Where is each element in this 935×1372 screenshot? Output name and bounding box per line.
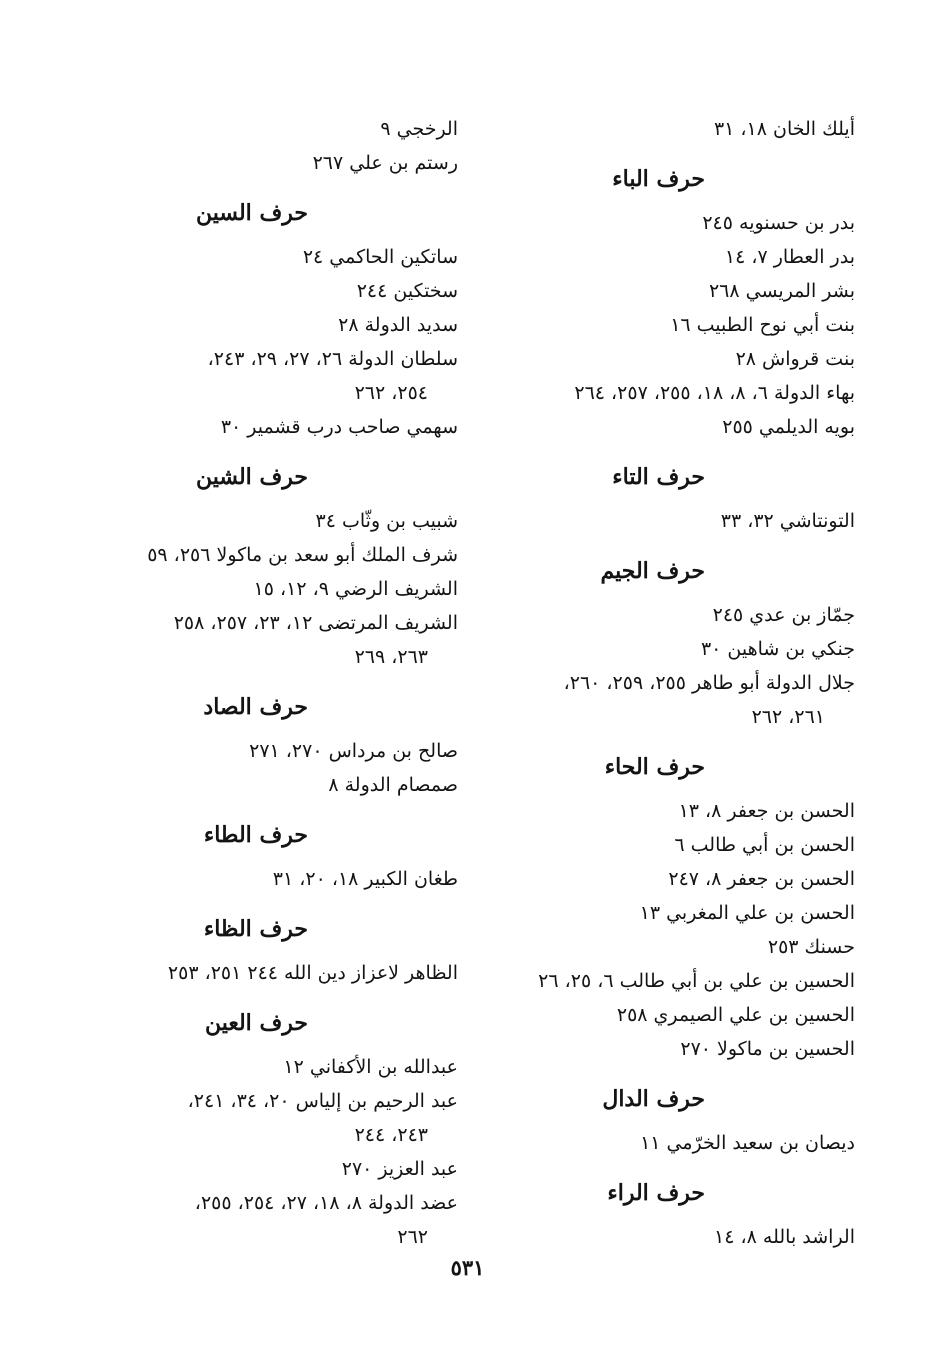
section-heading: حرف السين	[195, 200, 308, 226]
index-entry: شبيب بن وثّاب ٣٤	[315, 510, 458, 532]
index-entry: ساتكين الحاكمي ٢٤	[302, 246, 458, 268]
index-entry: شرف الملك أبو سعد بن ماكولا ٢٥٦، ٥٩	[147, 544, 458, 566]
index-entry-continuation: ٢٦٢	[397, 1226, 428, 1248]
index-entry: جمّاز بن عدي ٢٤٥	[712, 604, 855, 626]
section-heading: حرف الراء	[607, 1180, 705, 1206]
index-entry: بدر بن حسنويه ٢٤٥	[702, 212, 855, 234]
index-entry: بنت أبي نوح الطبيب ١٦	[670, 314, 855, 336]
index-entry: الظاهر لاعزاز دين الله ٢٤٤ ٢٥١، ٢٥٣	[167, 962, 458, 984]
index-entry-continuation: ٢٦٣، ٢٦٩	[354, 646, 428, 668]
index-entry-continuation: ٢٥٤، ٢٦٢	[354, 382, 428, 404]
section-heading: حرف الجيم	[600, 558, 705, 584]
index-entry: عبد العزيز ٢٧٠	[341, 1158, 458, 1180]
index-entry: حسنك ٢٥٣	[767, 936, 855, 958]
index-entry: الشريف الرضي ٩، ١٢، ١٥	[253, 578, 458, 600]
index-entry: سهمي صاحب درب قشمير ٣٠	[220, 416, 458, 438]
index-entry: سديد الدولة ٢٨	[338, 314, 458, 336]
index-entry: رستم بن علي ٢٦٧	[312, 152, 458, 174]
index-entry: طغان الكبير ١٨، ٢٠، ٣١	[272, 868, 458, 890]
index-entry: الحسين بن ماكولا ٢٧٠	[680, 1038, 855, 1060]
section-heading: حرف الصاد	[203, 694, 308, 720]
index-entry: بهاء الدولة ٦، ٨، ١٨، ٢٥٥، ٢٥٧، ٢٦٤	[574, 382, 855, 404]
index-entry: الحسن بن جعفر ٨، ١٣	[678, 800, 855, 822]
index-entry: سختكين ٢٤٤	[356, 280, 458, 302]
index-entry: جلال الدولة أبو طاهر ٢٥٥، ٢٥٩، ٢٦٠،	[563, 672, 855, 694]
section-heading: حرف العين	[204, 1010, 308, 1036]
index-entry: بشر المريسي ٢٦٨	[708, 280, 855, 302]
index-entry: جنكي بن شاهين ٣٠	[700, 638, 855, 660]
index-entry: الرخجي ٩	[380, 118, 458, 140]
index-entry: الحسن بن علي المغربي ١٣	[639, 902, 855, 924]
page-number: ٥٣١	[450, 1255, 485, 1280]
section-heading: حرف الباء	[612, 166, 705, 192]
section-heading: حرف التاء	[612, 464, 705, 490]
index-entry: الحسن بن أبي طالب ٦	[674, 834, 855, 856]
index-entry: الراشد بالله ٨، ١٤	[714, 1226, 855, 1248]
index-entry: الشريف المرتضى ١٢، ٢٣، ٢٥٧، ٢٥٨	[173, 612, 458, 634]
index-entry: بويه الديلمي ٢٥٥	[722, 416, 855, 438]
index-entry: سلطان الدولة ٢٦، ٢٧، ٢٩، ٢٤٣،	[207, 348, 458, 370]
index-entry: صالح بن مرداس ٢٧٠، ٢٧١	[249, 740, 458, 762]
index-entry: بنت قرواش ٢٨	[735, 348, 855, 370]
index-entry: ديصان بن سعيد الخرّمي ١١	[640, 1132, 855, 1154]
index-entry: عضد الدولة ٨، ١٨، ٢٧، ٢٥٤، ٢٥٥،	[194, 1192, 458, 1214]
section-heading: حرف الحاء	[604, 754, 705, 780]
index-column-left	[98, 112, 458, 1254]
index-entry: الحسين بن علي الصيمري ٢٥٨	[616, 1004, 855, 1026]
section-heading: حرف الطاء	[203, 822, 308, 848]
index-entry: بدر العطار ٧، ١٤	[724, 246, 855, 268]
index-entry: التونتاشي ٣٢، ٣٣	[720, 510, 855, 532]
section-heading: حرف الشين	[195, 464, 308, 490]
section-heading: حرف الدال	[602, 1086, 705, 1112]
index-entry: أيلك الخان ١٨، ٣١	[713, 118, 855, 140]
index-entry: صمصام الدولة ٨	[328, 774, 458, 796]
section-heading: حرف الظاء	[203, 916, 308, 942]
index-entry-continuation: ٢٤٣، ٢٤٤	[354, 1124, 428, 1146]
index-column-right	[495, 112, 855, 1254]
index-entry: الحسين بن علي بن أبي طالب ٦، ٢٥، ٢٦	[538, 970, 855, 992]
index-entry: عبد الرحيم بن إلياس ٢٠، ٣٤، ٢٤١،	[187, 1090, 458, 1112]
index-entry: الحسن بن جعفر ٨، ٢٤٧	[668, 868, 855, 890]
index-entry-continuation: ٢٦١، ٢٦٢	[751, 706, 825, 728]
index-entry: عبدالله بن الأكفاني ١٢	[283, 1056, 458, 1078]
